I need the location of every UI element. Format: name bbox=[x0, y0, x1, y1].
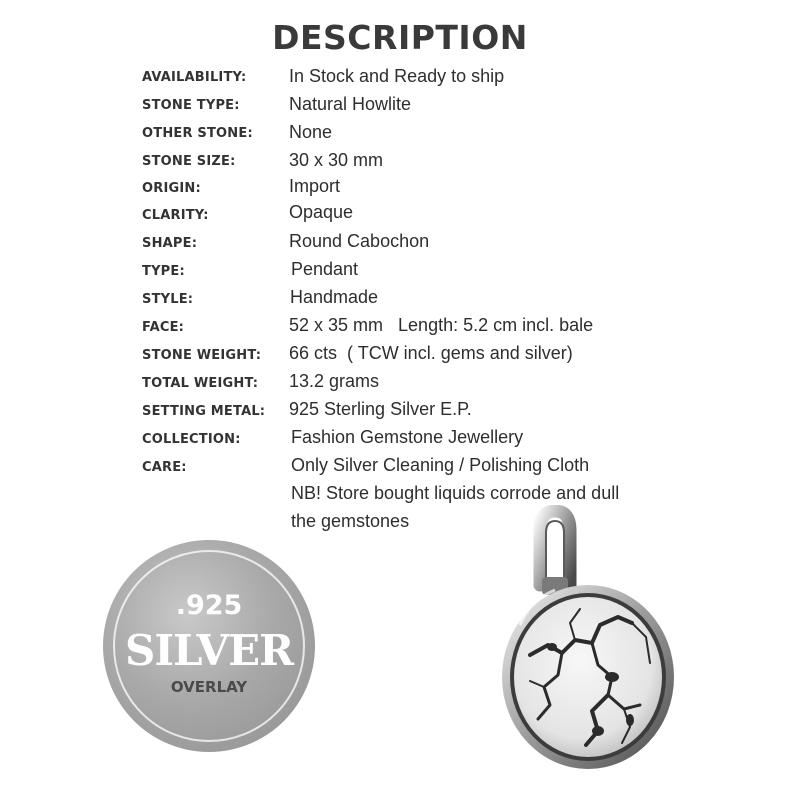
spec-row-stone-type bbox=[0, 94, 800, 118]
spec-row-origin bbox=[0, 176, 800, 200]
spec-value: 52 x 35 mm Length: 5.2 cm incl. bale bbox=[289, 315, 594, 335]
badge-silver-text: SILVER bbox=[124, 626, 294, 675]
spec-value: Handmade bbox=[290, 287, 379, 307]
spec-value: Only Silver Cleaning / Polishing Cloth bbox=[291, 455, 590, 475]
pendant-illustration bbox=[500, 505, 690, 785]
spec-value: Natural Howlite bbox=[289, 94, 412, 114]
spec-label: STYLE: bbox=[142, 292, 194, 307]
spec-label: TOTAL WEIGHT: bbox=[142, 376, 259, 391]
spec-row-stone-weight bbox=[0, 343, 800, 367]
spec-label: STONE SIZE: bbox=[142, 154, 236, 169]
spec-row-type bbox=[0, 259, 800, 283]
spec-value: 66 cts ( TCW incl. gems and silver) bbox=[289, 343, 573, 363]
spec-row-care bbox=[0, 455, 800, 479]
spec-label: CARE: bbox=[142, 460, 187, 475]
spec-row-other-stone bbox=[0, 122, 800, 146]
spec-row-availability bbox=[0, 66, 800, 90]
spec-label: CLARITY: bbox=[142, 208, 209, 223]
page-title: DESCRIPTION bbox=[272, 18, 528, 57]
spec-value: 30 x 30 mm bbox=[289, 150, 384, 170]
spec-row-stone-size bbox=[0, 150, 800, 174]
spec-label: ORIGIN: bbox=[142, 181, 201, 196]
badge-purity: .925 bbox=[175, 590, 243, 621]
spec-row-style bbox=[0, 287, 800, 311]
spec-value: Fashion Gemstone Jewellery bbox=[291, 427, 524, 447]
spec-value: 925 Sterling Silver E.P. bbox=[289, 399, 472, 419]
care-note-text: NB! Store bought liquids corrode and dull bbox=[291, 483, 620, 503]
care-note-line-1 bbox=[0, 483, 800, 507]
spec-row-shape bbox=[0, 231, 800, 255]
spec-row-face bbox=[0, 315, 800, 339]
spec-row-setting-metal bbox=[0, 399, 800, 423]
badge-overlay-text: OVERLAY bbox=[170, 678, 248, 696]
spec-row-collection bbox=[0, 427, 800, 451]
spec-label: AVAILABILITY: bbox=[142, 70, 247, 85]
spec-label: SHAPE: bbox=[142, 236, 198, 251]
spec-value: Import bbox=[289, 176, 341, 196]
pendant-product-image bbox=[500, 505, 690, 785]
spec-label: TYPE: bbox=[142, 264, 185, 279]
care-note-text: the gemstones bbox=[291, 511, 410, 531]
silver-overlay-badge bbox=[103, 540, 315, 752]
spec-value: Opaque bbox=[289, 202, 354, 222]
spec-label: FACE: bbox=[142, 320, 185, 335]
spec-label: STONE TYPE: bbox=[142, 98, 240, 113]
spec-value: 13.2 grams bbox=[289, 371, 380, 391]
spec-value: None bbox=[289, 122, 333, 142]
spec-label: STONE WEIGHT: bbox=[142, 348, 262, 363]
spec-value: Pendant bbox=[291, 259, 359, 279]
spec-value: Round Cabochon bbox=[289, 231, 430, 251]
spec-value: In Stock and Ready to ship bbox=[289, 66, 505, 86]
spec-row-clarity bbox=[0, 202, 800, 226]
spec-label: OTHER STONE: bbox=[142, 126, 253, 141]
spec-label: SETTING METAL: bbox=[142, 404, 266, 419]
spec-label: COLLECTION: bbox=[142, 432, 241, 447]
spec-row-total-weight bbox=[0, 371, 800, 395]
